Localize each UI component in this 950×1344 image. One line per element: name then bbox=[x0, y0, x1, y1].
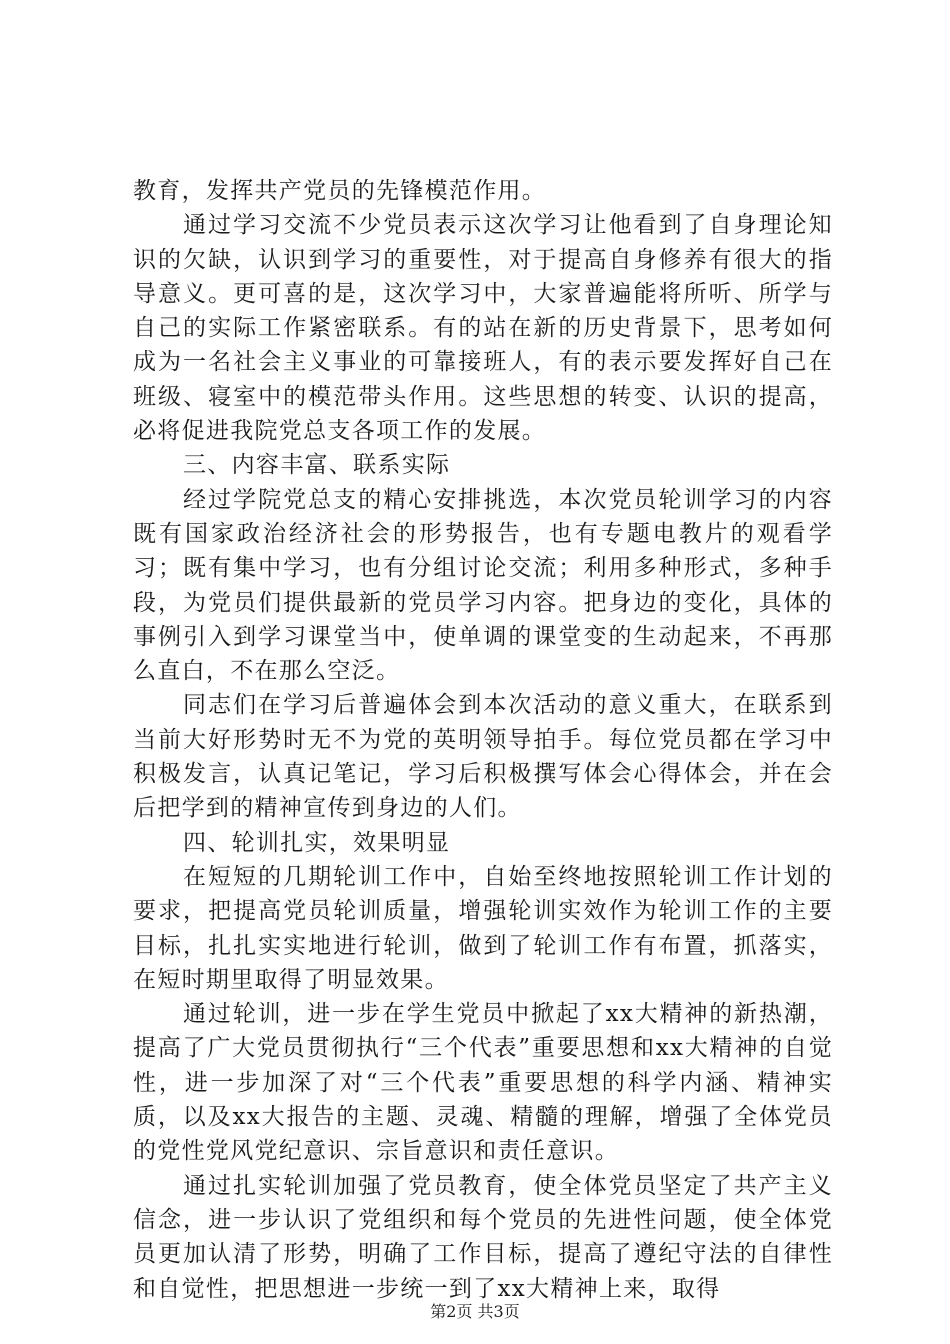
paragraph-continuation: 教育，发挥共产党员的先锋模范作用。 bbox=[133, 178, 547, 204]
section-heading-4: 四、轮训扎实，效果明显 bbox=[183, 829, 451, 856]
document-body bbox=[133, 174, 833, 1306]
paragraph-comrades-experience: 同志们在学习后普遍体会到本次活动的意义重大，在联系到当前大好形势时无不为党的英明领导拍手。每位党员都在学习中积极发言，认真记笔记，学习后积极撰写体会心得体会，并在会后把学到的精神宣传到身边的人们。 bbox=[133, 692, 833, 822]
paragraph-through-training: 通过轮训，进一步在学生党员中掀起了xx大精神的新热潮，提高了广大党员贯彻执行“三个代表”重要思想和xx大精神的自觉性，进一步加深了对“三个代表”重要思想的科学内涵、精神实质，以及xx大报告的主题、灵魂、精髓的理解，增强了全体党员的党性党风党纪意识、宗旨意识和责任意识。 bbox=[133, 1001, 833, 1165]
paragraph-study-exchange: 通过学习交流不少党员表示这次学习让他看到了自身理论知识的欠缺，认识到学习的重要性，对于提高自身修养有很大的指导意义。更可喜的是，这次学习中，大家普遍能将所听、所学与自己的实际工作紧密联系。有的站在新的历史背景下，思考如何成为一名社会主义事业的可靠接班人，有的表示要发挥好自己在班级、寝室中的模范带头作用。这些思想的转变、认识的提高，必将促进我院党总支各项工作的发展。 bbox=[133, 212, 833, 445]
paragraph-solid-training: 通过扎实轮训加强了党员教育，使全体党员坚定了共产主义信念，进一步认识了党组织和每个党员的先进性问题，使全体党员更加认清了形势，明确了工作目标，提高了遵纪守法的自律性和自觉性，把思想进一步统一到了xx大精神上来，取得 bbox=[133, 1172, 833, 1302]
page-number-footer: 第2页 共3页 bbox=[430, 1302, 520, 1321]
section-heading-3: 三、内容丰富、联系实际 bbox=[183, 452, 451, 479]
paragraph-short-training: 在短短的几期轮训工作中，自始至终地按照轮训工作计划的要求，把提高党员轮训质量，增强轮训实效作为轮训工作的主要目标，扎扎实实地进行轮训，做到了轮训工作有布置，抓落实，在短时期里取得了明显效果。 bbox=[133, 863, 833, 993]
paragraph-content-rich: 经过学院党总支的精心安排挑选，本次党员轮训学习的内容既有国家政治经济社会的形势报告，也有专题电教片的观看学习；既有集中学习，也有分组讨论交流；利用多种形式，多种手段，为党员们提供最新的党员学习内容。把身边的变化，具体的事例引入到学习课堂当中，使单调的课堂变的生动起来，不再那么直白，不在那么空泛。 bbox=[133, 486, 833, 685]
